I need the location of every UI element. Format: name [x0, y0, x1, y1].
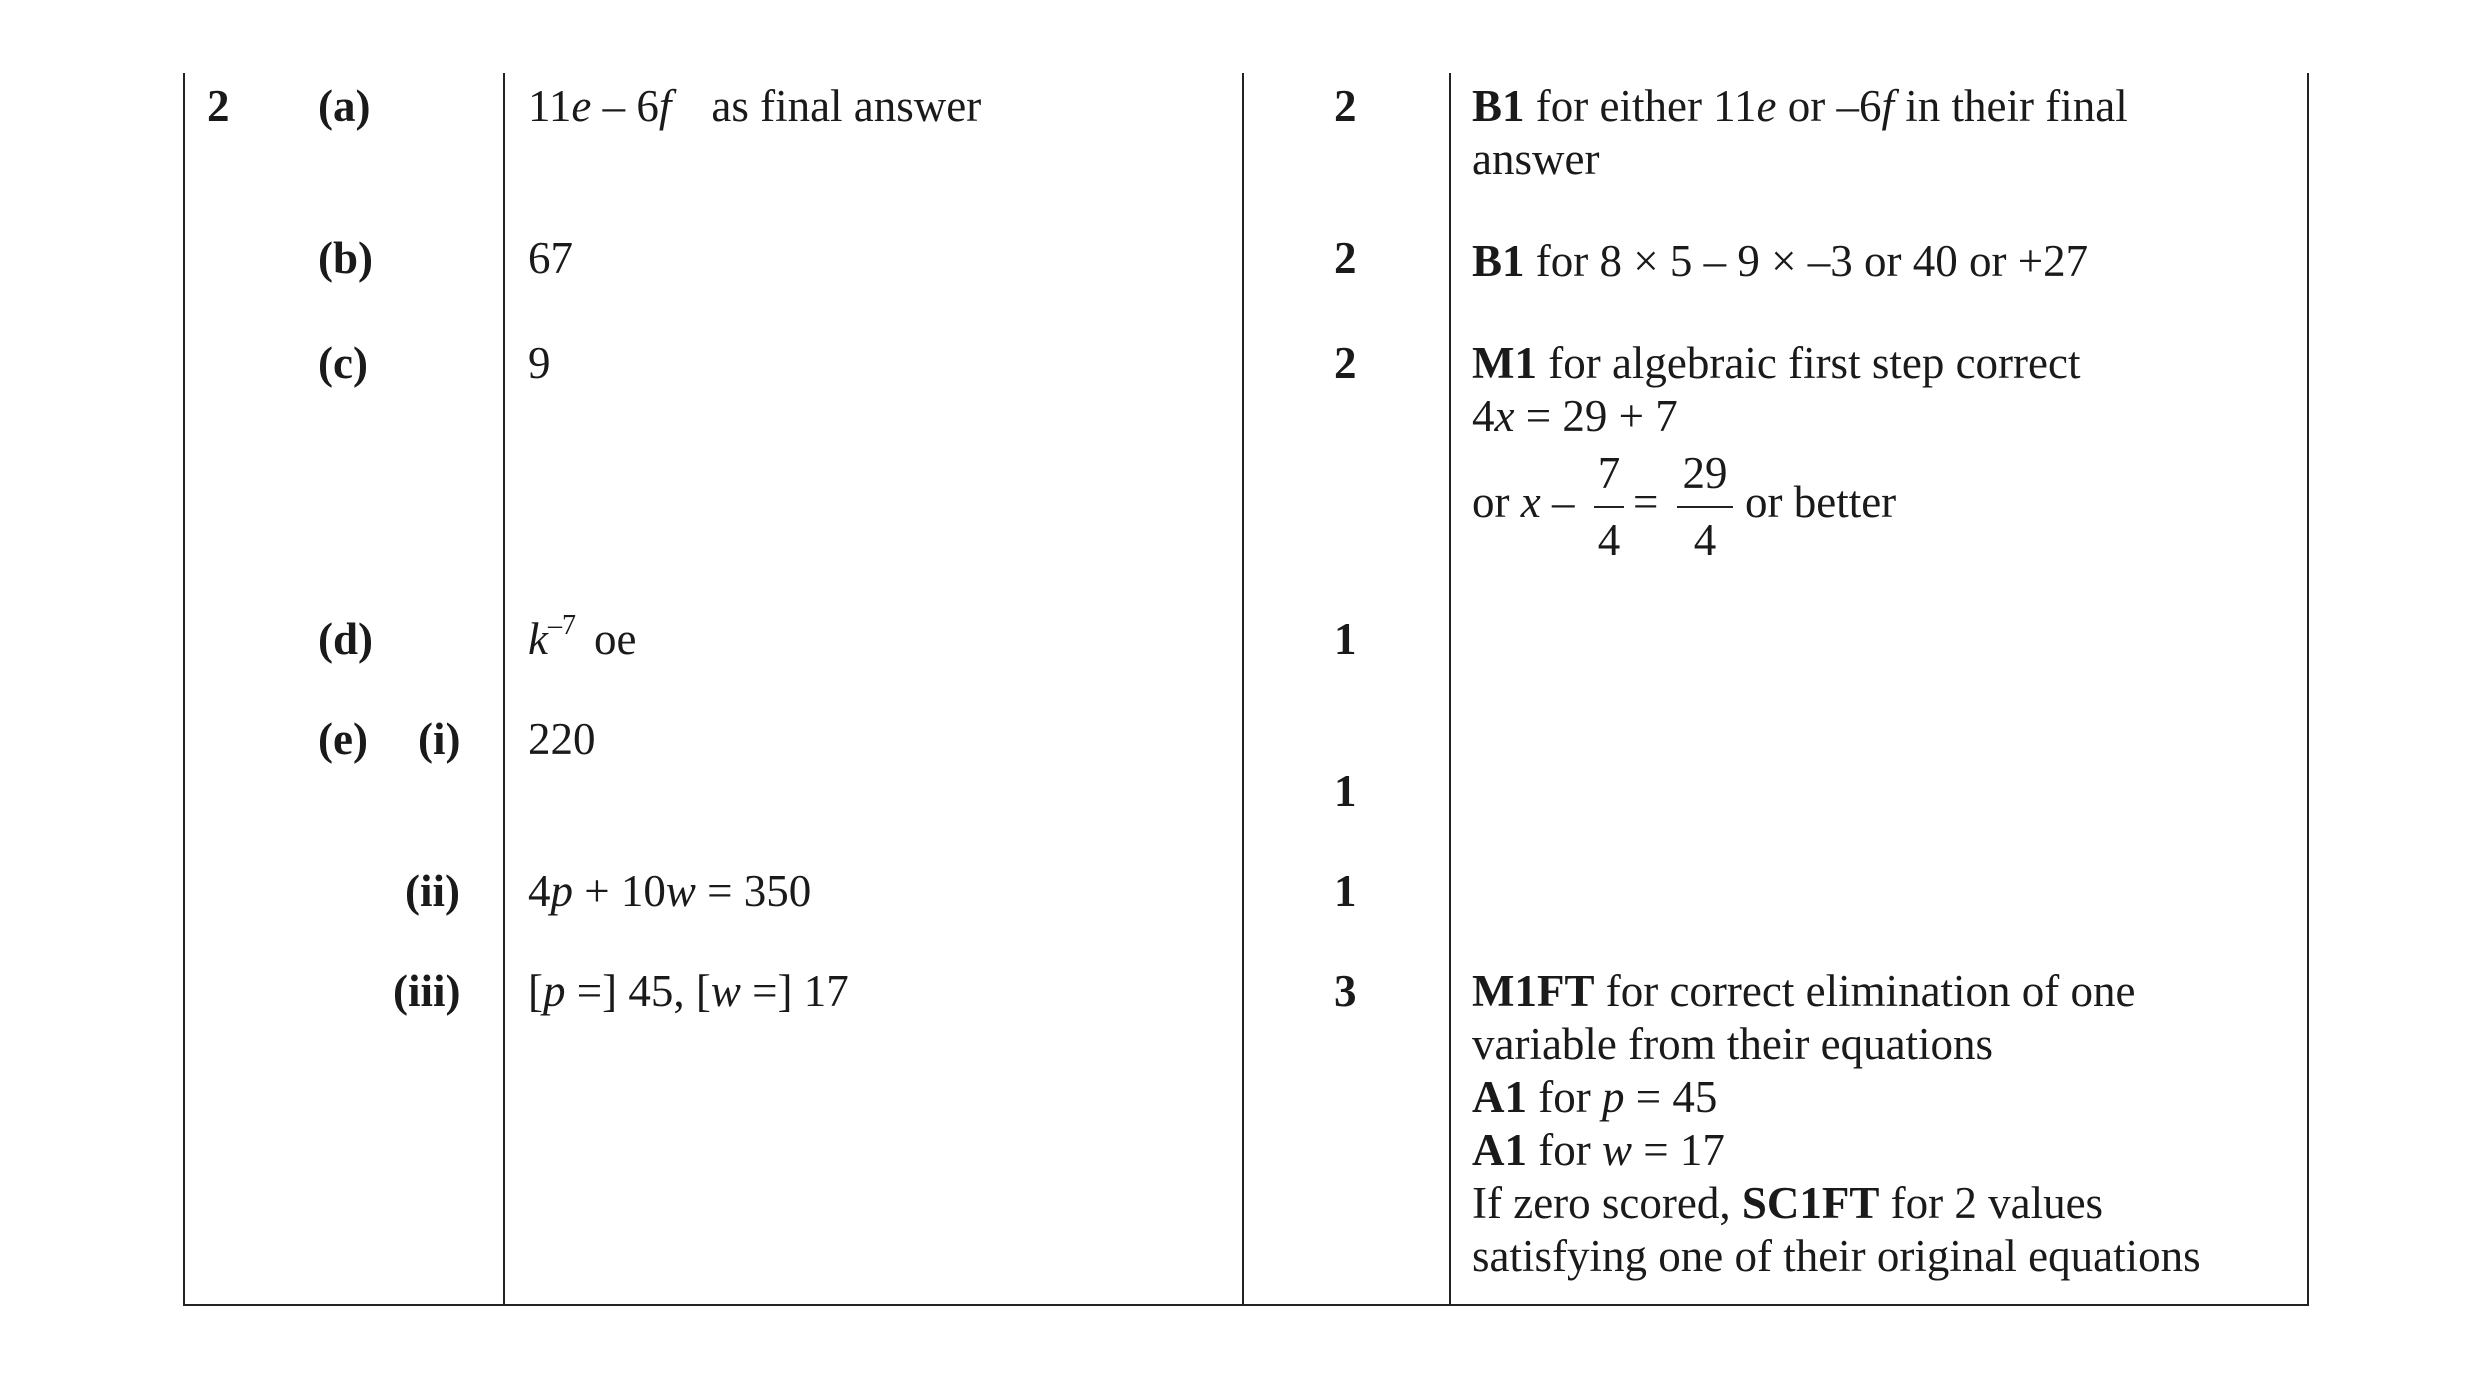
answer-e-iii: [p =] 45, [w =] 17	[528, 966, 849, 1016]
answer-a: 11e – 6f as final answer	[528, 81, 982, 131]
notes-c-equation: 4x = 29 + 7	[1472, 391, 1678, 441]
notes-iii-a1-w: A1 for w = 17	[1472, 1125, 1725, 1175]
part-label-a: (a)	[318, 81, 371, 131]
column-divider-notes	[1449, 73, 1451, 1306]
column-divider-mark	[1242, 73, 1244, 1306]
question-number: 2	[207, 81, 230, 131]
notes-iii-line1: M1FT for correct elimination of one	[1472, 966, 2136, 1016]
fraction-seven-quarters: 7 4	[1594, 447, 1624, 567]
notes-c-line1: M1 for algebraic first step correct	[1472, 338, 2081, 388]
mark-a: 2	[1334, 81, 1357, 131]
answer-c: 9	[528, 338, 551, 388]
notes-b: B1 for 8 × 5 – 9 × –3 or 40 or +27	[1472, 236, 2089, 286]
mark-e-ii: 1	[1334, 866, 1357, 916]
mark-e-iii: 3	[1334, 966, 1357, 1016]
fraction-twentynine-quarters: 29 4	[1677, 447, 1733, 567]
mark-b: 2	[1334, 233, 1357, 283]
mark-e-i: 1	[1334, 766, 1357, 816]
notes-iii-line2: variable from their equations	[1472, 1019, 1994, 1069]
mark-d: 1	[1334, 614, 1357, 664]
part-label-b: (b)	[318, 233, 373, 283]
sub-label-i: (i)	[418, 714, 461, 764]
answer-b: 67	[528, 233, 573, 283]
table-bottom-border	[183, 1304, 2309, 1306]
notes-iii-a1-p: A1 for p = 45	[1472, 1072, 1718, 1122]
table-right-border	[2307, 73, 2309, 1306]
notes-a-line2: answer	[1472, 134, 1600, 184]
sub-label-ii: (ii)	[405, 866, 460, 916]
column-divider-answer	[503, 73, 505, 1306]
notes-a-line1: B1 for either 11e or –6f in their final	[1472, 81, 2128, 131]
notes-c-or-better: or better	[1745, 477, 1897, 527]
table-left-border	[183, 73, 185, 1306]
answer-e-ii: 4p + 10w = 350	[528, 866, 812, 916]
notes-iii-sc1ft: If zero scored, SC1FT for 2 values	[1472, 1178, 2104, 1228]
sub-label-iii: (iii)	[393, 966, 461, 1016]
part-label-e: (e)	[318, 714, 368, 764]
mark-c: 2	[1334, 338, 1357, 388]
notes-iii-sc1ft-line2: satisfying one of their original equations	[1472, 1231, 2201, 1281]
notes-c-or-line: or x –	[1472, 477, 1575, 527]
answer-d: $k^{-7}$ oe	[528, 610, 637, 664]
answer-e-i: 220	[528, 714, 596, 764]
part-label-d: (d)	[318, 614, 373, 664]
notes-c-equals: =	[1633, 477, 1659, 527]
part-label-c: (c)	[318, 338, 368, 388]
